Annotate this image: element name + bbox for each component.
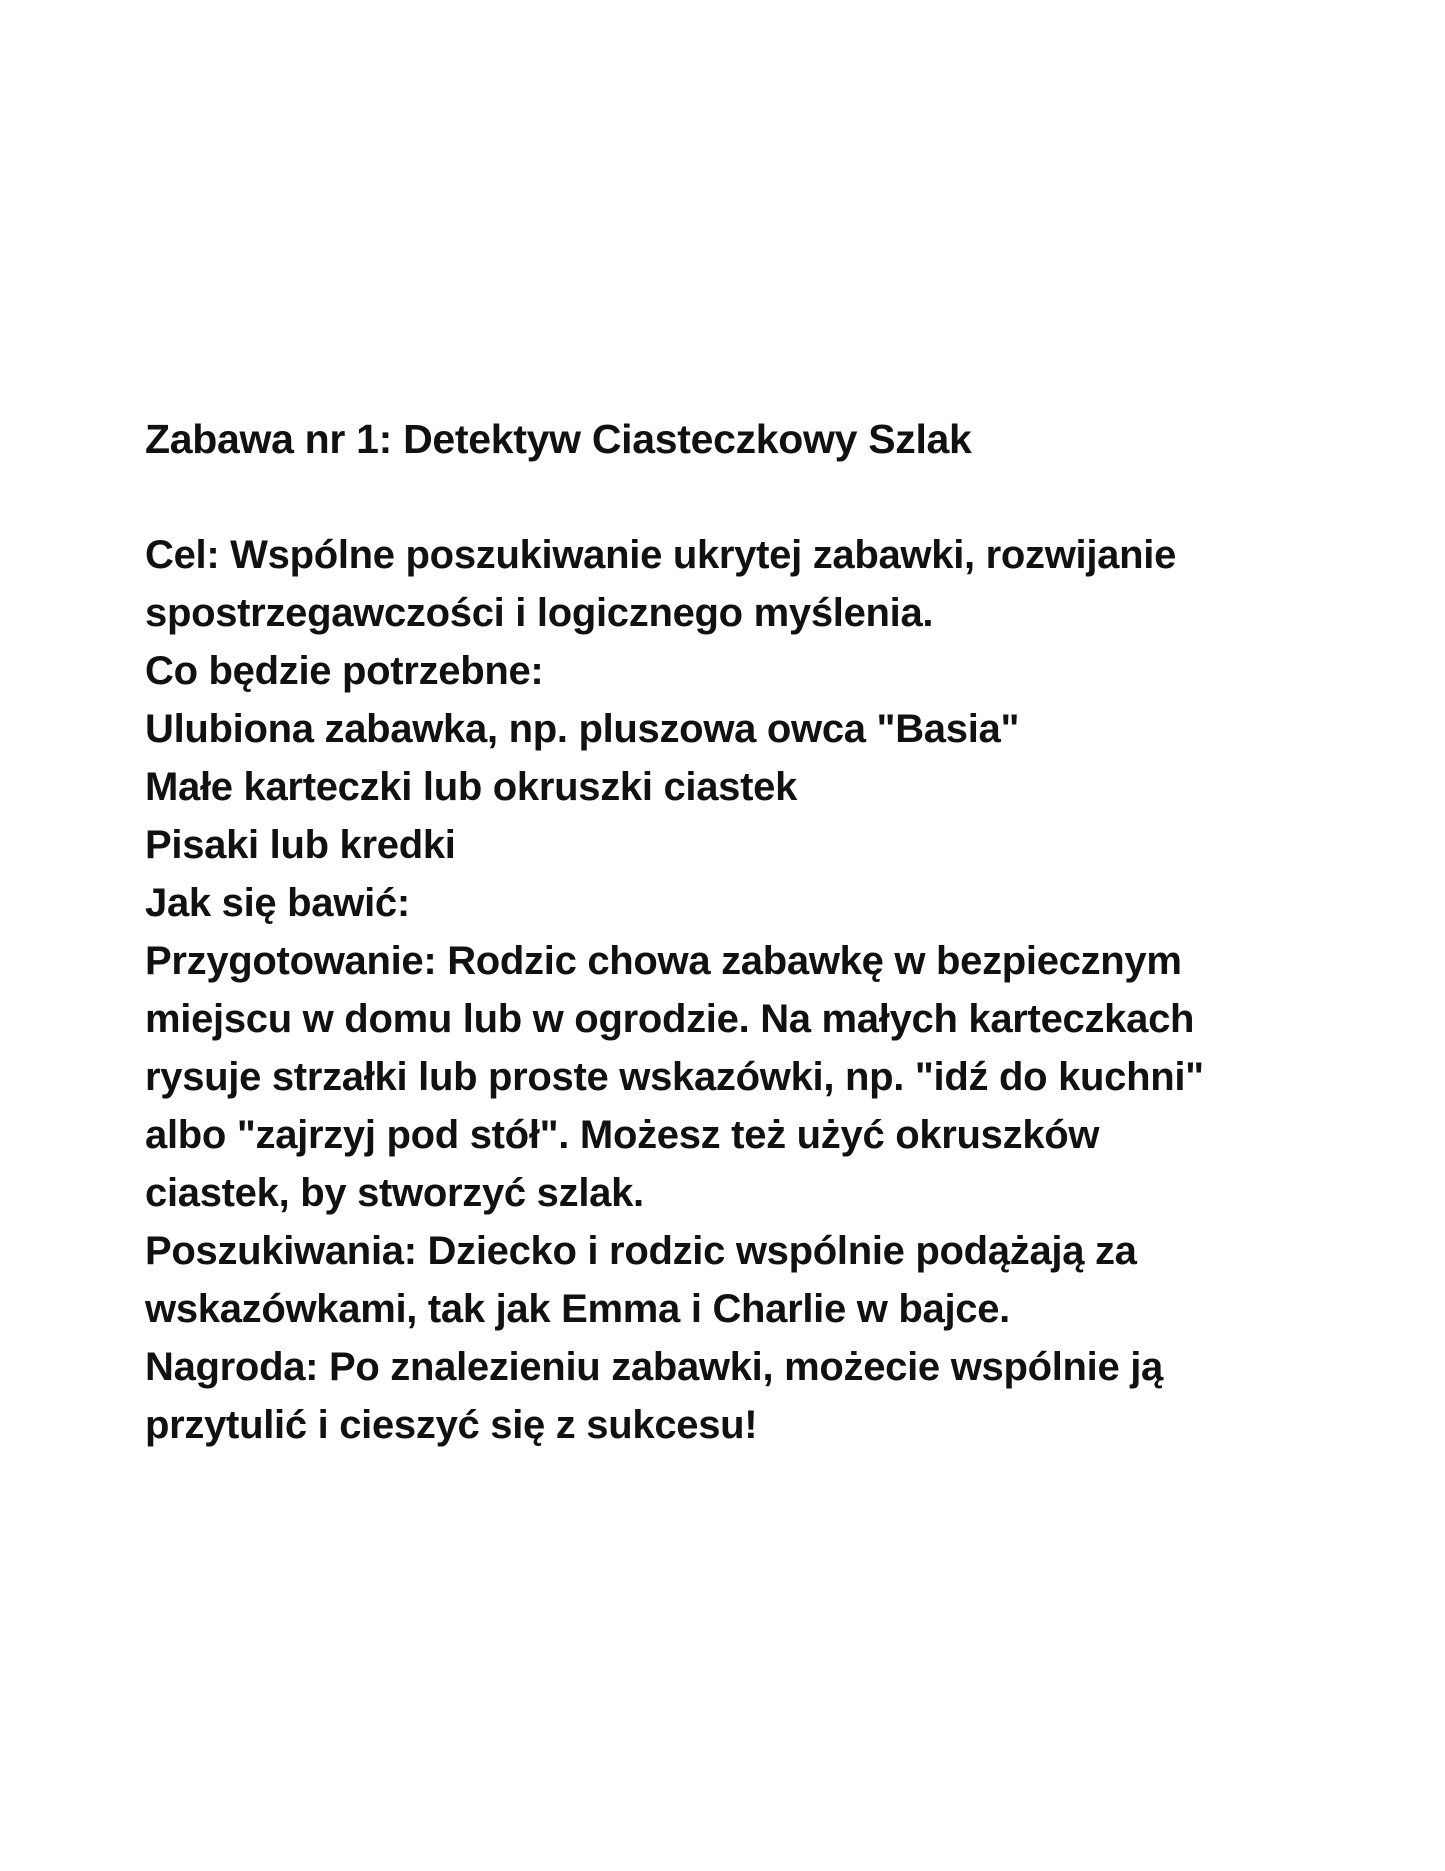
text-line-goal-2: spostrzegawczości i logicznego myślenia. (145, 591, 934, 635)
text-line-search-1: Poszukiwania: Dziecko i rodzic wspólnie podążają za (145, 1229, 1137, 1273)
text-line-prep-1: Przygotowanie: Rodzic chowa zabawkę w bezpiecznym (145, 939, 1182, 983)
document-body (145, 410, 1325, 1454)
document-title: Zabawa nr 1: Detektyw Ciasteczkowy Szlak (145, 416, 972, 462)
text-line-needed-toy: Ulubiona zabawka, np. pluszowa owca "Basia" (145, 707, 1020, 751)
text-line-needed-markers: Pisaki lub kredki (145, 823, 456, 867)
text-line-reward-2: przytulić i cieszyć się z sukcesu! (145, 1403, 758, 1447)
text-line-goal-1: Cel: Wspólne poszukiwanie ukrytej zabawki, rozwijanie (145, 533, 1177, 577)
text-line-howto-heading: Jak się bawić: (145, 881, 410, 925)
text-line-prep-2: miejscu w domu lub w ogrodzie. Na małych karteczkach (145, 997, 1195, 1041)
text-line-needed-cards: Małe karteczki lub okruszki ciastek (145, 765, 798, 809)
text-line-reward-1: Nagroda: Po znalezieniu zabawki, możecie wspólnie ją (145, 1345, 1163, 1389)
text-line-needed-heading: Co będzie potrzebne: (145, 649, 544, 693)
spacer (145, 468, 1325, 526)
text-line-prep-3: rysuje strzałki lub proste wskazówki, np. "idź do kuchni" (145, 1055, 1204, 1099)
text-line-search-2: wskazówkami, tak jak Emma i Charlie w bajce. (145, 1287, 1010, 1331)
text-line-prep-4: albo "zajrzyj pod stół". Możesz też użyć okruszków (145, 1113, 1100, 1157)
text-line-prep-5: ciastek, by stworzyć szlak. (145, 1171, 644, 1215)
